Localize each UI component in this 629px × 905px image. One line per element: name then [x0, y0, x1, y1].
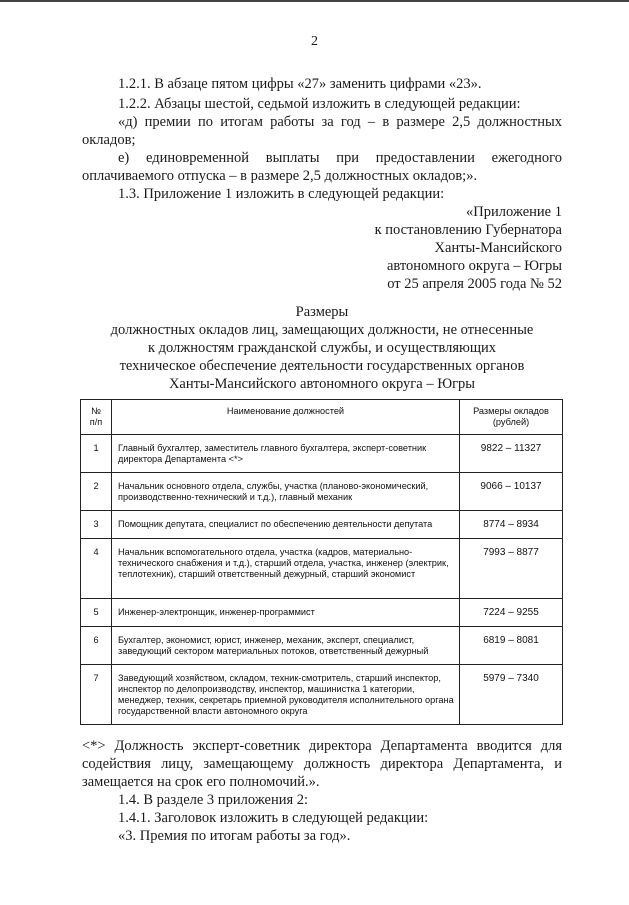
item-e-line-2: оплачиваемого отпуска – в размере 2,5 должностных окладов;». [82, 168, 478, 184]
row-salary: 7224 – 9255 [460, 599, 563, 627]
header-number: № п/п [81, 400, 112, 435]
row-position: Главный бухгалтер, заместитель главного бухгалтера, эксперт-советник директора Департамента <*> [112, 435, 460, 473]
table-row [81, 435, 563, 473]
document-title-line: Ханты-Мансийского автономного округа – Югры [168, 376, 476, 392]
footnote-line-2: содействия лицу, замещающему должность директора Департамента, и [82, 756, 562, 772]
row-salary: 9066 – 10137 [460, 473, 563, 511]
row-number: 1 [81, 435, 112, 473]
item-e-line-1: е) единовременной выплаты при предоставлении ежегодного [118, 150, 562, 166]
row-salary: 8774 – 8934 [460, 511, 563, 539]
header-position: Наименование должностей [112, 400, 460, 435]
row-number: 3 [81, 511, 112, 539]
header-salary: Размеры окладов (рублей) [460, 400, 563, 435]
appendix-header-line: автономного округа – Югры [386, 258, 562, 274]
row-position: Заведующий хозяйством, складом, техник-смотритель, старший инспектор, инспектор по делопроизводству, инспектор, машинистка 1 категории, менеджер, техник, секретарь приемной руководителя исполнительного органа государственной власти автономного округа [112, 665, 460, 725]
table-row [81, 511, 563, 539]
row-number: 5 [81, 599, 112, 627]
row-salary: 7993 – 8877 [460, 539, 563, 599]
document-title: Размеры [295, 304, 349, 320]
row-number: 6 [81, 627, 112, 665]
row-position: Помощник депутата, специалист по обеспечению деятельности депутата [112, 511, 460, 539]
footnote-line-1: <*> Должность эксперт-советник директора Департамента вводится для [82, 738, 562, 754]
row-number: 2 [81, 473, 112, 511]
appendix-header-line: к постановлению Губернатора [374, 222, 562, 238]
scan-top-edge [0, 0, 629, 2]
document-title-line: техническое обеспечение деятельности государственных органов [119, 358, 525, 374]
table-row [81, 473, 563, 511]
paragraph-1-2-1: 1.2.1. В абзаце пятом цифры «27» заменить цифрами «23». [118, 76, 482, 92]
row-number: 4 [81, 539, 112, 599]
row-salary: 6819 – 8081 [460, 627, 563, 665]
row-position: Инженер-электронщик, инженер-программист [112, 599, 460, 627]
quoted-heading: «3. Премия по итогам работы за год». [118, 828, 351, 844]
item-d-line-2: окладов; [82, 132, 136, 148]
document-title-line: должностных окладов лиц, замещающих должности, не отнесенные [110, 322, 534, 338]
footnote-line-3: замещается на срок его полномочий.». [82, 774, 320, 790]
row-position: Бухгалтер, экономист, юрист, инженер, механик, эксперт, специалист, заведующий сектором материальных потоков, ответственный дежурный [112, 627, 460, 665]
row-number: 7 [81, 665, 112, 725]
paragraph-1-4: 1.4. В разделе 3 приложения 2: [118, 792, 309, 808]
appendix-header-line: «Приложение 1 [466, 204, 562, 220]
salary-table [80, 399, 563, 725]
appendix-header-line: Ханты-Мансийского [434, 240, 562, 256]
paragraph-1-4-1: 1.4.1. Заголовок изложить в следующей редакции: [118, 810, 429, 826]
paragraph-1-3: 1.3. Приложение 1 изложить в следующей редакции: [118, 186, 445, 202]
table-row [81, 539, 563, 599]
page-number: 2 [311, 34, 318, 49]
row-position: Начальник вспомогательного отдела, участка (кадров, материально-технического снабжения и т.д.), старший отдела, участка, инженер (электрик, теплотехник), старший ответственный дежурный, старший экономист [112, 539, 460, 599]
paragraph-1-2-2: 1.2.2. Абзацы шестой, седьмой изложить в следующей редакции: [118, 96, 521, 112]
table-row [81, 627, 563, 665]
item-d-line-1: «д) премии по итогам работы за год – в размере 2,5 должностных [118, 114, 562, 130]
table-header-row [81, 400, 563, 435]
table-row [81, 599, 563, 627]
row-salary: 5979 – 7340 [460, 665, 563, 725]
table-row [81, 665, 563, 725]
row-salary: 9822 – 11327 [460, 435, 563, 473]
appendix-header-line: от 25 апреля 2005 года № 52 [387, 276, 562, 292]
row-position: Начальник основного отдела, службы, участка (планово-экономический, производственно-технический и т.д.), главный механик [112, 473, 460, 511]
document-title-line: к должностям гражданской службы, и осуществляющих [147, 340, 497, 356]
